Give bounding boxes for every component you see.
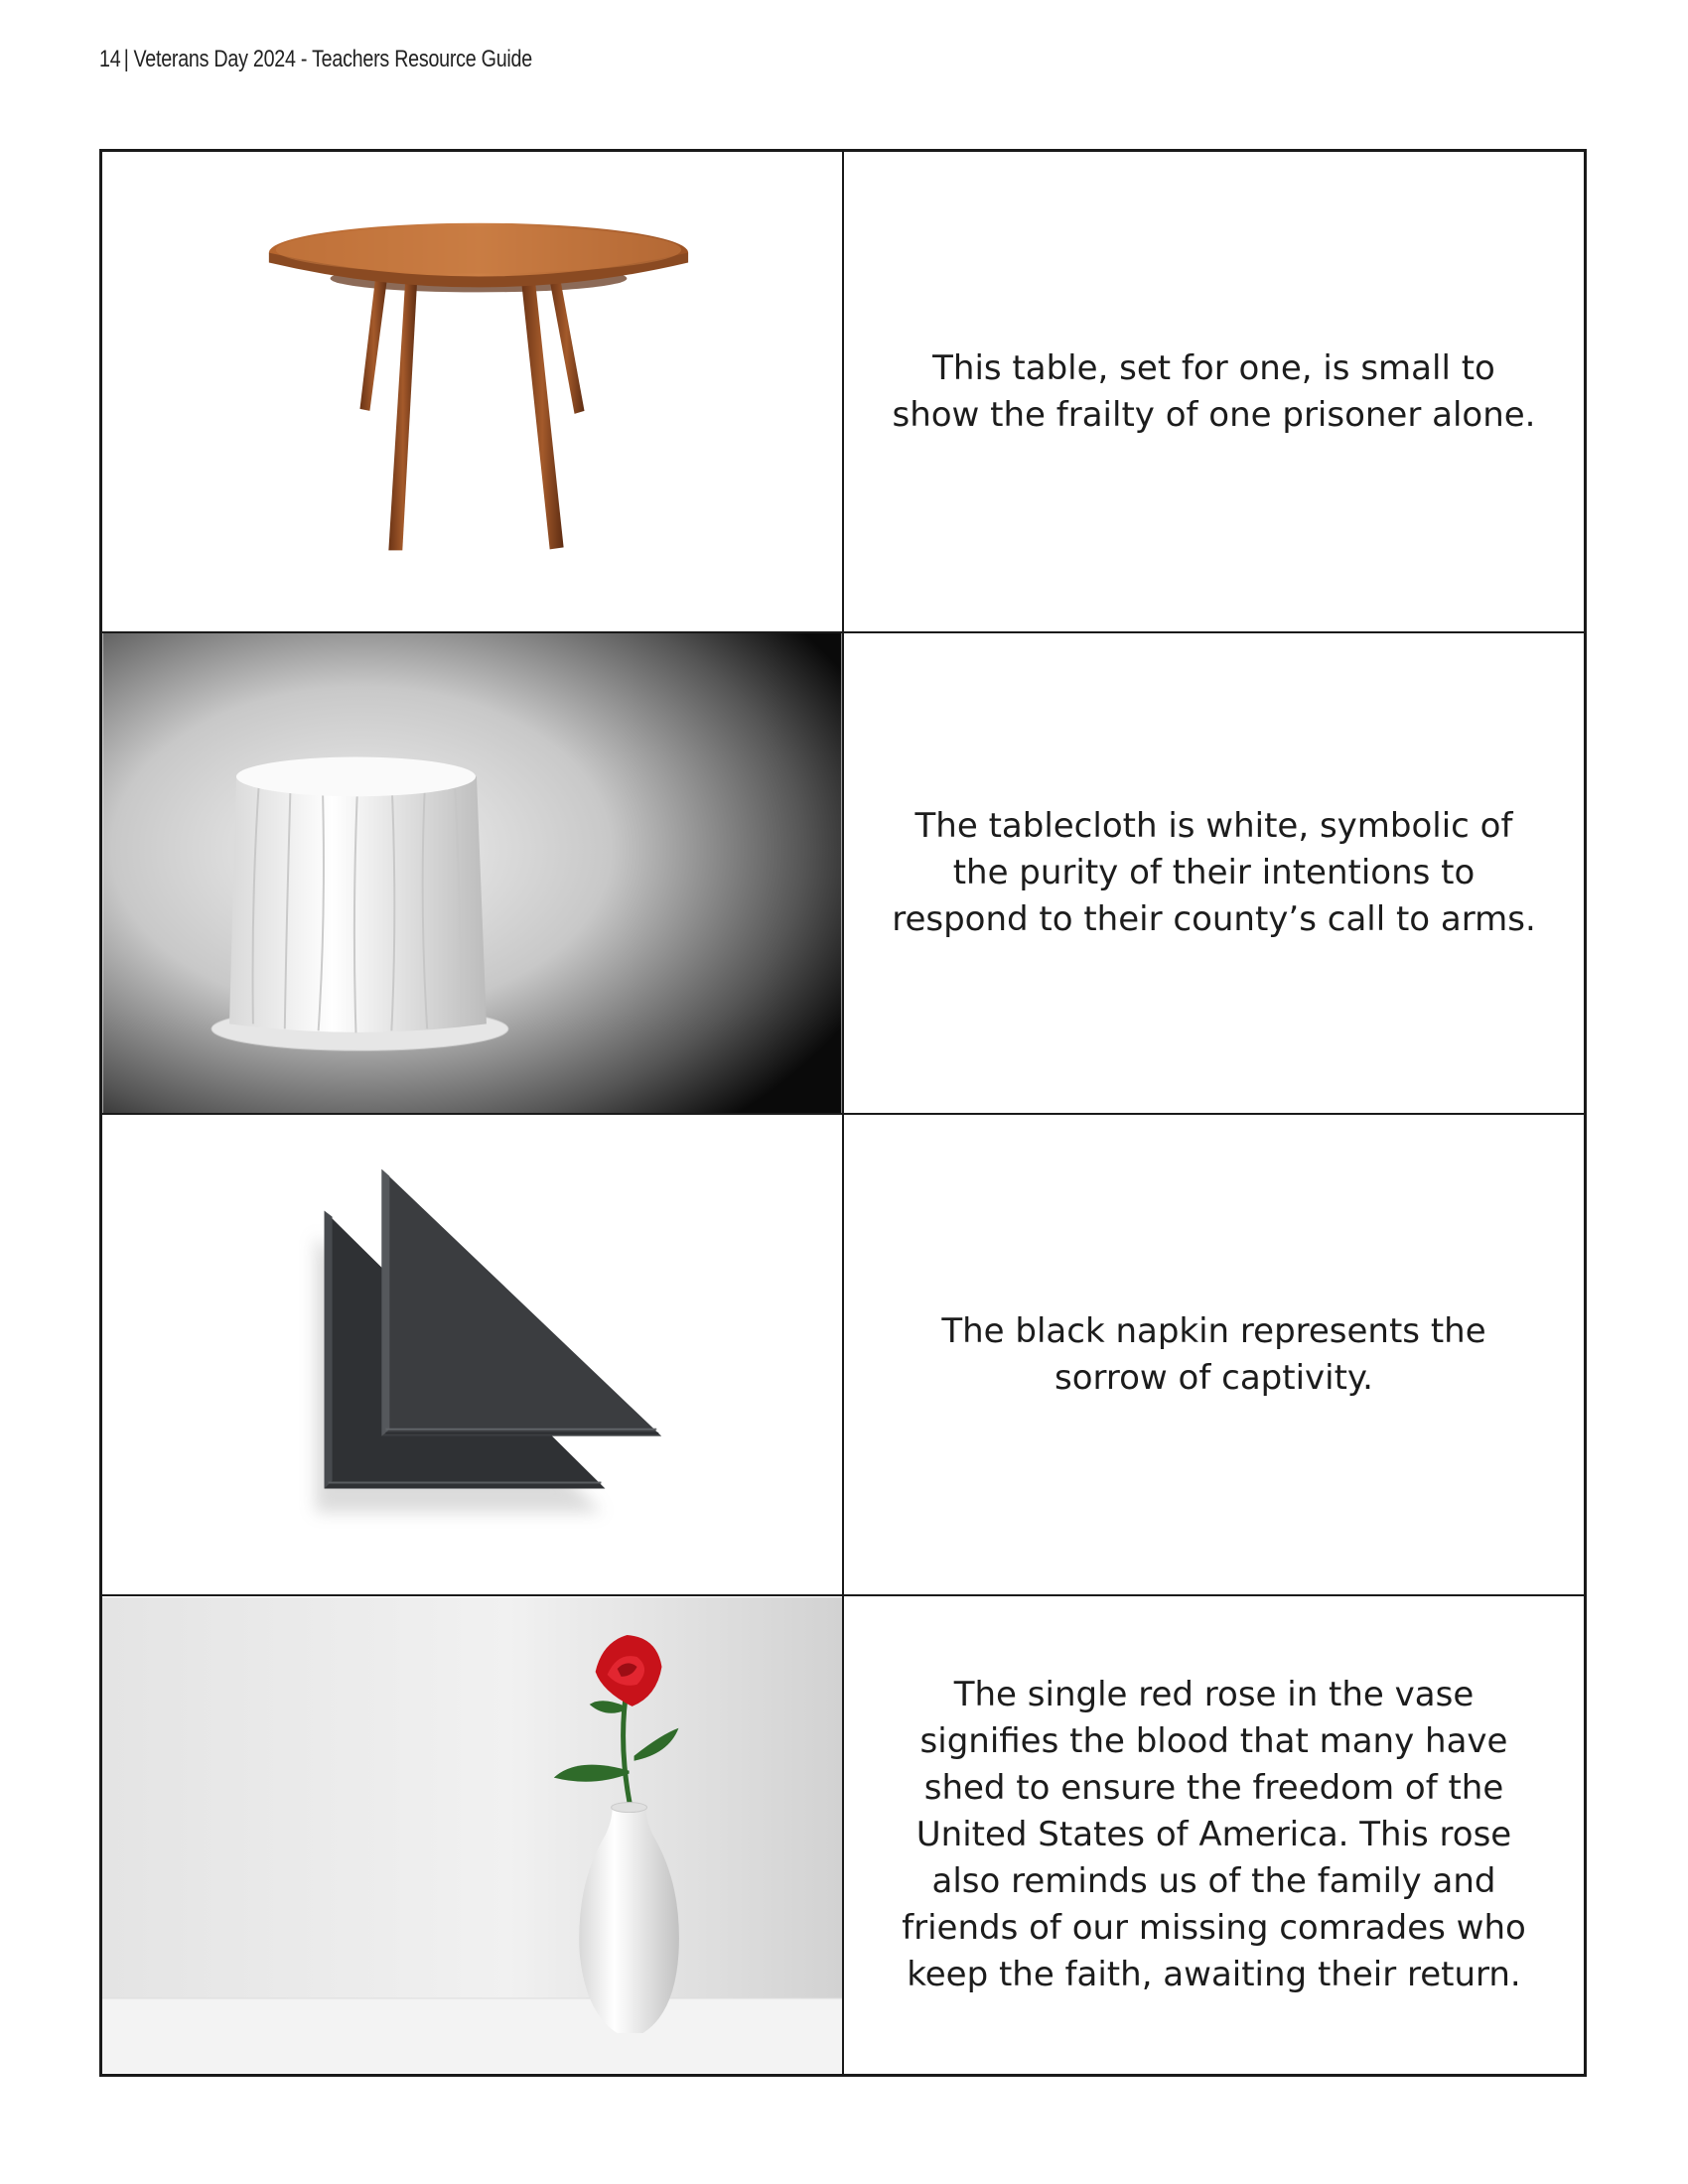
rose-image-cell	[102, 1596, 844, 2074]
napkin-image-cell	[102, 1115, 844, 1596]
tablecloth-caption-cell	[844, 633, 1584, 1115]
rose-caption-cell	[844, 1596, 1584, 2074]
symbol-table	[99, 149, 1587, 2077]
table-image-cell	[102, 152, 844, 633]
round-table-image	[102, 152, 842, 631]
header-separator: |	[123, 46, 129, 72]
rose-caption: The single red rose in the vase signifies the blood that many have shed to ensure the freedom of the United States of America. This rose also reminds us of the family and friends of our missing comrades who keep the faith, awaiting their return.	[902, 1675, 1526, 1994]
red-rose-vase-image	[102, 1596, 842, 2074]
black-napkins-image	[102, 1115, 842, 1594]
table-caption-cell	[844, 152, 1584, 633]
tablecloth-caption: The tablecloth is white, symbolic of the purity of their intentions to respond to their county’s call to arms.	[892, 806, 1536, 939]
napkin-caption: The black napkin represents the sorrow of captivity.	[941, 1310, 1486, 1398]
page-header	[99, 46, 532, 73]
tablecloth-image-cell	[102, 633, 844, 1115]
napkin-caption-cell	[844, 1115, 1584, 1596]
page-number: 14	[99, 46, 121, 72]
white-tablecloth-image	[102, 633, 842, 1113]
table-caption: This table, set for one, is small to show the frailty of one prisoner alone.	[892, 347, 1536, 435]
document-title: Veterans Day 2024 - Teachers Resource Guide	[133, 46, 532, 72]
